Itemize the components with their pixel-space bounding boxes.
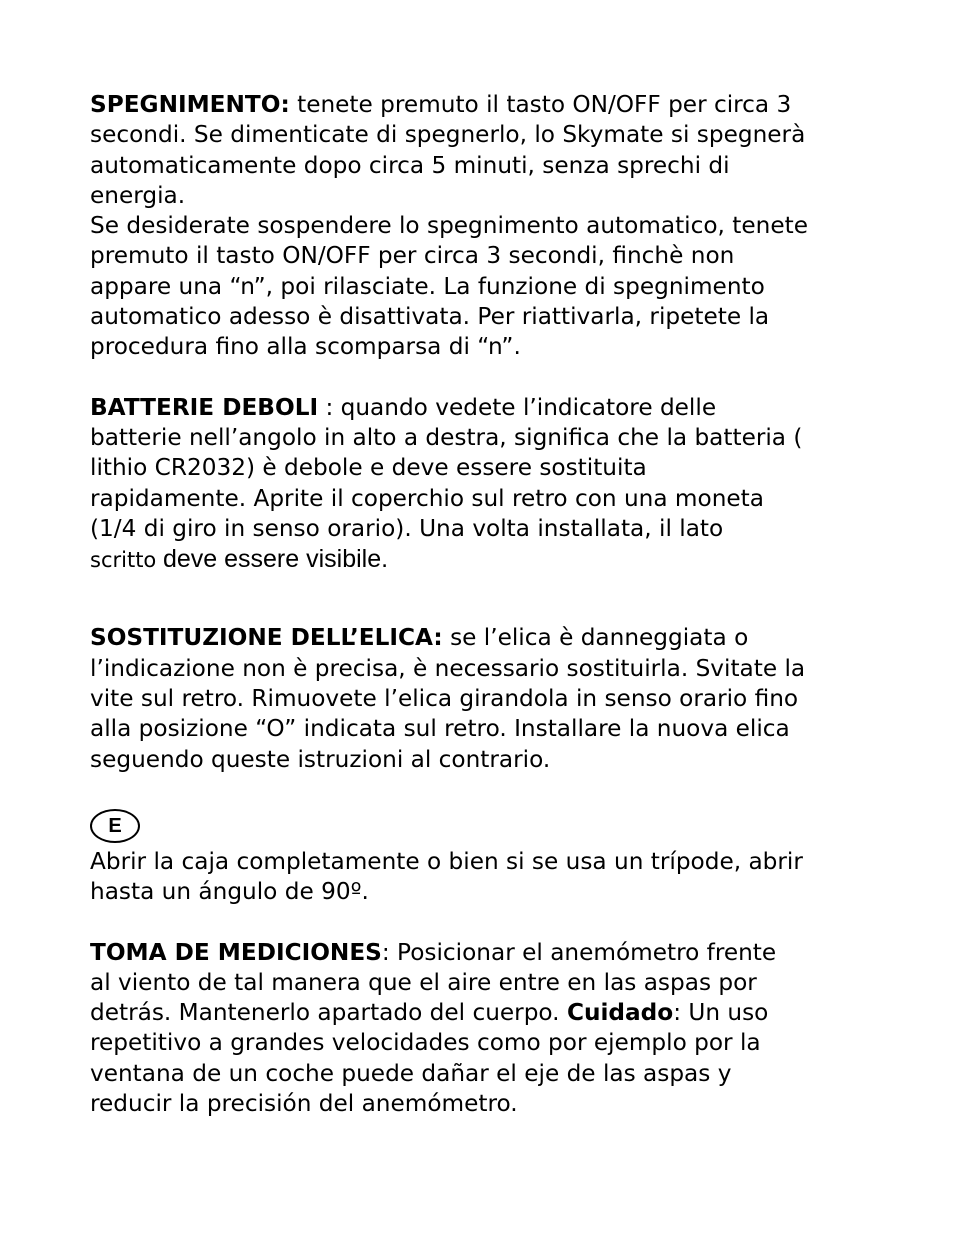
text-apertura: Abrir la caja completamente o bien si se usa un trípode, abrir hasta un ángulo de 90º. xyxy=(90,847,803,906)
text-batterie: : quando vedete l’indicatore delle batterie nell’angolo in alto a destra, significa che la batteria ( lithio CR2032) è debole e deve essere sostituita rapidamente. Aprite il coperchio sul retro con una moneta (1/4 di giro in senso orario). Una volta installata, il lato xyxy=(90,393,803,542)
text-mediciones-1: : Posicionar el anemómetro frente al viento de tal manera que el aire entre en las aspas por detrás. Mantenerlo apartado del cuerpo. xyxy=(90,938,777,1027)
section-spegnimento xyxy=(90,90,880,363)
language-badge-icon: E xyxy=(90,809,140,843)
spacer xyxy=(90,363,880,393)
spacer xyxy=(90,775,880,809)
heading-spegnimento: SPEGNIMENTO: xyxy=(90,91,290,118)
manual-page xyxy=(90,90,880,1119)
heading-mediciones: TOMA DE MEDICIONES xyxy=(90,938,382,966)
section-apertura xyxy=(90,847,880,908)
text-batterie-tail-small: scritto xyxy=(90,548,163,573)
spacer xyxy=(90,908,880,938)
heading-elica: SOSTITUZIONE DELL’ELICA: xyxy=(90,624,443,652)
spacer xyxy=(90,575,880,623)
text-elica: se l’elica è danneggiata o l’indicazione non è precisa, è necessario sostituirla. Svitate la vite sul retro. Rimuovete l’elica girandola in senso orario fino alla posizione “O” indicata sul retro. Installare la nuova elica seguendo queste istruzioni al contrario. xyxy=(90,624,806,773)
text-mediciones-2: : Un uso repetitivo a grandes velocidades como por ejemplo por la ventana de un coche puede dañar el eje de las aspas y reducir la precisión del anemómetro. xyxy=(90,999,769,1118)
heading-batterie: BATTERIE DEBOLI xyxy=(90,393,319,421)
section-elica xyxy=(90,623,880,774)
text-spegnimento: tenete premuto il tasto ON/OFF per circa 3 secondi. Se dimenticate di spegnerlo, lo Skymate si spegnerà automaticamente dopo circa 5 minuti, senza sprechi di energia. Se desiderate sospendere lo spegnimento automatico, tenete premuto il tasto ON/OFF per circa 3 secondi, finchè non appare una “n”, poi rilasciate. La funzione di spegnimento automatico adesso è disattivata. Per riattivarla, ripetete la procedura fino alla scomparsa di “n”. xyxy=(90,91,808,361)
text-batterie-tail-large: deve essere visibile. xyxy=(162,545,389,574)
section-batterie xyxy=(90,393,880,576)
language-badge-row xyxy=(90,809,880,847)
section-mediciones xyxy=(90,938,880,1120)
warning-label: Cuidado xyxy=(566,999,674,1027)
